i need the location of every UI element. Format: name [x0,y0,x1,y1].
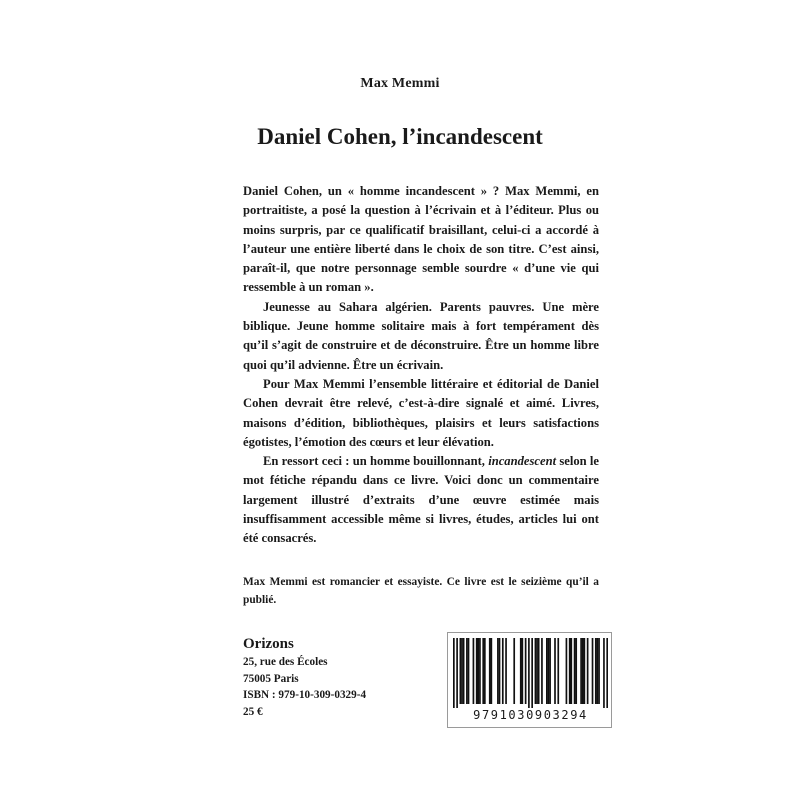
barcode-bar [476,638,478,704]
publisher-name: Orizons [243,636,294,652]
publisher-city: 75005 Paris [243,672,299,685]
barcode-bar [468,638,470,704]
barcode-bar [598,638,600,704]
barcode-bar [569,638,571,704]
barcode-bar [570,638,572,704]
barcode-digits: 9791030903294 [473,708,588,722]
barcode-bar [580,638,582,704]
barcode-bar [582,638,584,704]
barcode-bar [557,638,559,704]
barcode-bar [453,638,455,708]
barcode-bar [587,638,589,704]
barcode-bar [549,638,551,704]
barcode-bar [477,638,479,704]
barcode [447,632,612,728]
barcode-bar [597,638,599,704]
barcode-bar [482,638,484,704]
barcode-bar [484,638,486,704]
barcode-bars [453,638,608,708]
barcode-bar [466,638,468,704]
barcode-bar [603,638,605,708]
publisher-street: 25, rue des Écoles [243,656,328,668]
blurb-paragraph-1: Daniel Cohen, un « homme incandescent » ? Max Memmi, en portraitiste, a posé la question à l’écrivain et à l’éditeur. Plus ou moins surpris, par ce qualificatif braisillant, celui-ci a accordé à l’auteur une entière liberté dans le choix de son titre. C’est ainsi, paraît-il, que notre personnage semble sourdre « d’une vie qui ressemble à un roman ». [243,184,599,295]
barcode-bar [525,638,527,704]
barcode-bar [456,638,458,708]
barcode-bar [489,638,491,704]
barcode-bar [491,638,493,704]
barcode-bar [575,638,577,704]
publisher-info [243,635,443,720]
back-cover-blurb [243,182,599,549]
barcode-bar [520,638,522,704]
blurb-paragraph-2: Jeunesse au Sahara algérien. Parents pauvres. Une mère biblique. Jeune homme solitaire mais à fort tempérament dès qu’il s’agit de construire et de déconstruire. Être un homme libre quoi qu’il advienne. Être un écrivain. [243,299,599,372]
author-bio: Max Memmi est romancier et essayiste. Ce livre est le seizième qu’il a publié. [243,576,599,606]
barcode-bar [497,638,499,704]
book-title: Daniel Cohen, l’incandescent [257,124,543,149]
barcode-bar [541,638,543,704]
price: 25 € [243,705,263,718]
barcode-bar [499,638,501,704]
barcode-bar [592,638,594,704]
blurb-p4-end: selon le mot fétiche répandu dans ce livre. Voici donc un commentaire largement illustré d’extraits d’une œuvre estimée mais insuffisamment accessible même si livres, études, articles lui ont été consacrés. [243,454,599,546]
blurb-p4-start: En ressort ceci : un homme bouillonnant, [263,454,489,469]
barcode-bar [473,638,475,704]
barcode-bar [460,638,462,704]
barcode-bar [461,638,463,704]
barcode-bar [554,638,556,704]
barcode-bar [479,638,481,704]
barcode-bar [463,638,465,704]
barcode-bar [536,638,538,704]
barcode-bar [538,638,540,704]
barcode-bar [548,638,550,704]
barcode-bar [606,638,608,708]
barcode-bar [505,638,507,704]
barcode-bar [502,638,504,704]
barcode-bar [566,638,568,704]
blurb-p4-italic: incandescent [488,454,557,469]
barcode-bar [535,638,537,704]
barcode-bar [522,638,524,704]
barcode-bar [531,638,533,708]
barcode-bar [546,638,548,704]
barcode-bar [574,638,576,704]
barcode-bar [584,638,586,704]
barcode-bar [595,638,597,704]
author-name: Max Memmi [360,76,440,91]
isbn: ISBN : 979-10-309-0329-4 [243,689,367,701]
blurb-paragraph-4 [243,452,599,548]
barcode-bar [528,638,530,708]
blurb-paragraph-3: Pour Max Memmi l’ensemble littéraire et éditorial de Daniel Cohen devrait être relevé, c’est-à-dire signalé et aimé. Livres, maisons d’édition, bibliothèques, plaisirs et leurs satisfactions égotistes, l’émotion des cœurs et leur élévation. [243,376,599,449]
barcode-bar [513,638,515,704]
